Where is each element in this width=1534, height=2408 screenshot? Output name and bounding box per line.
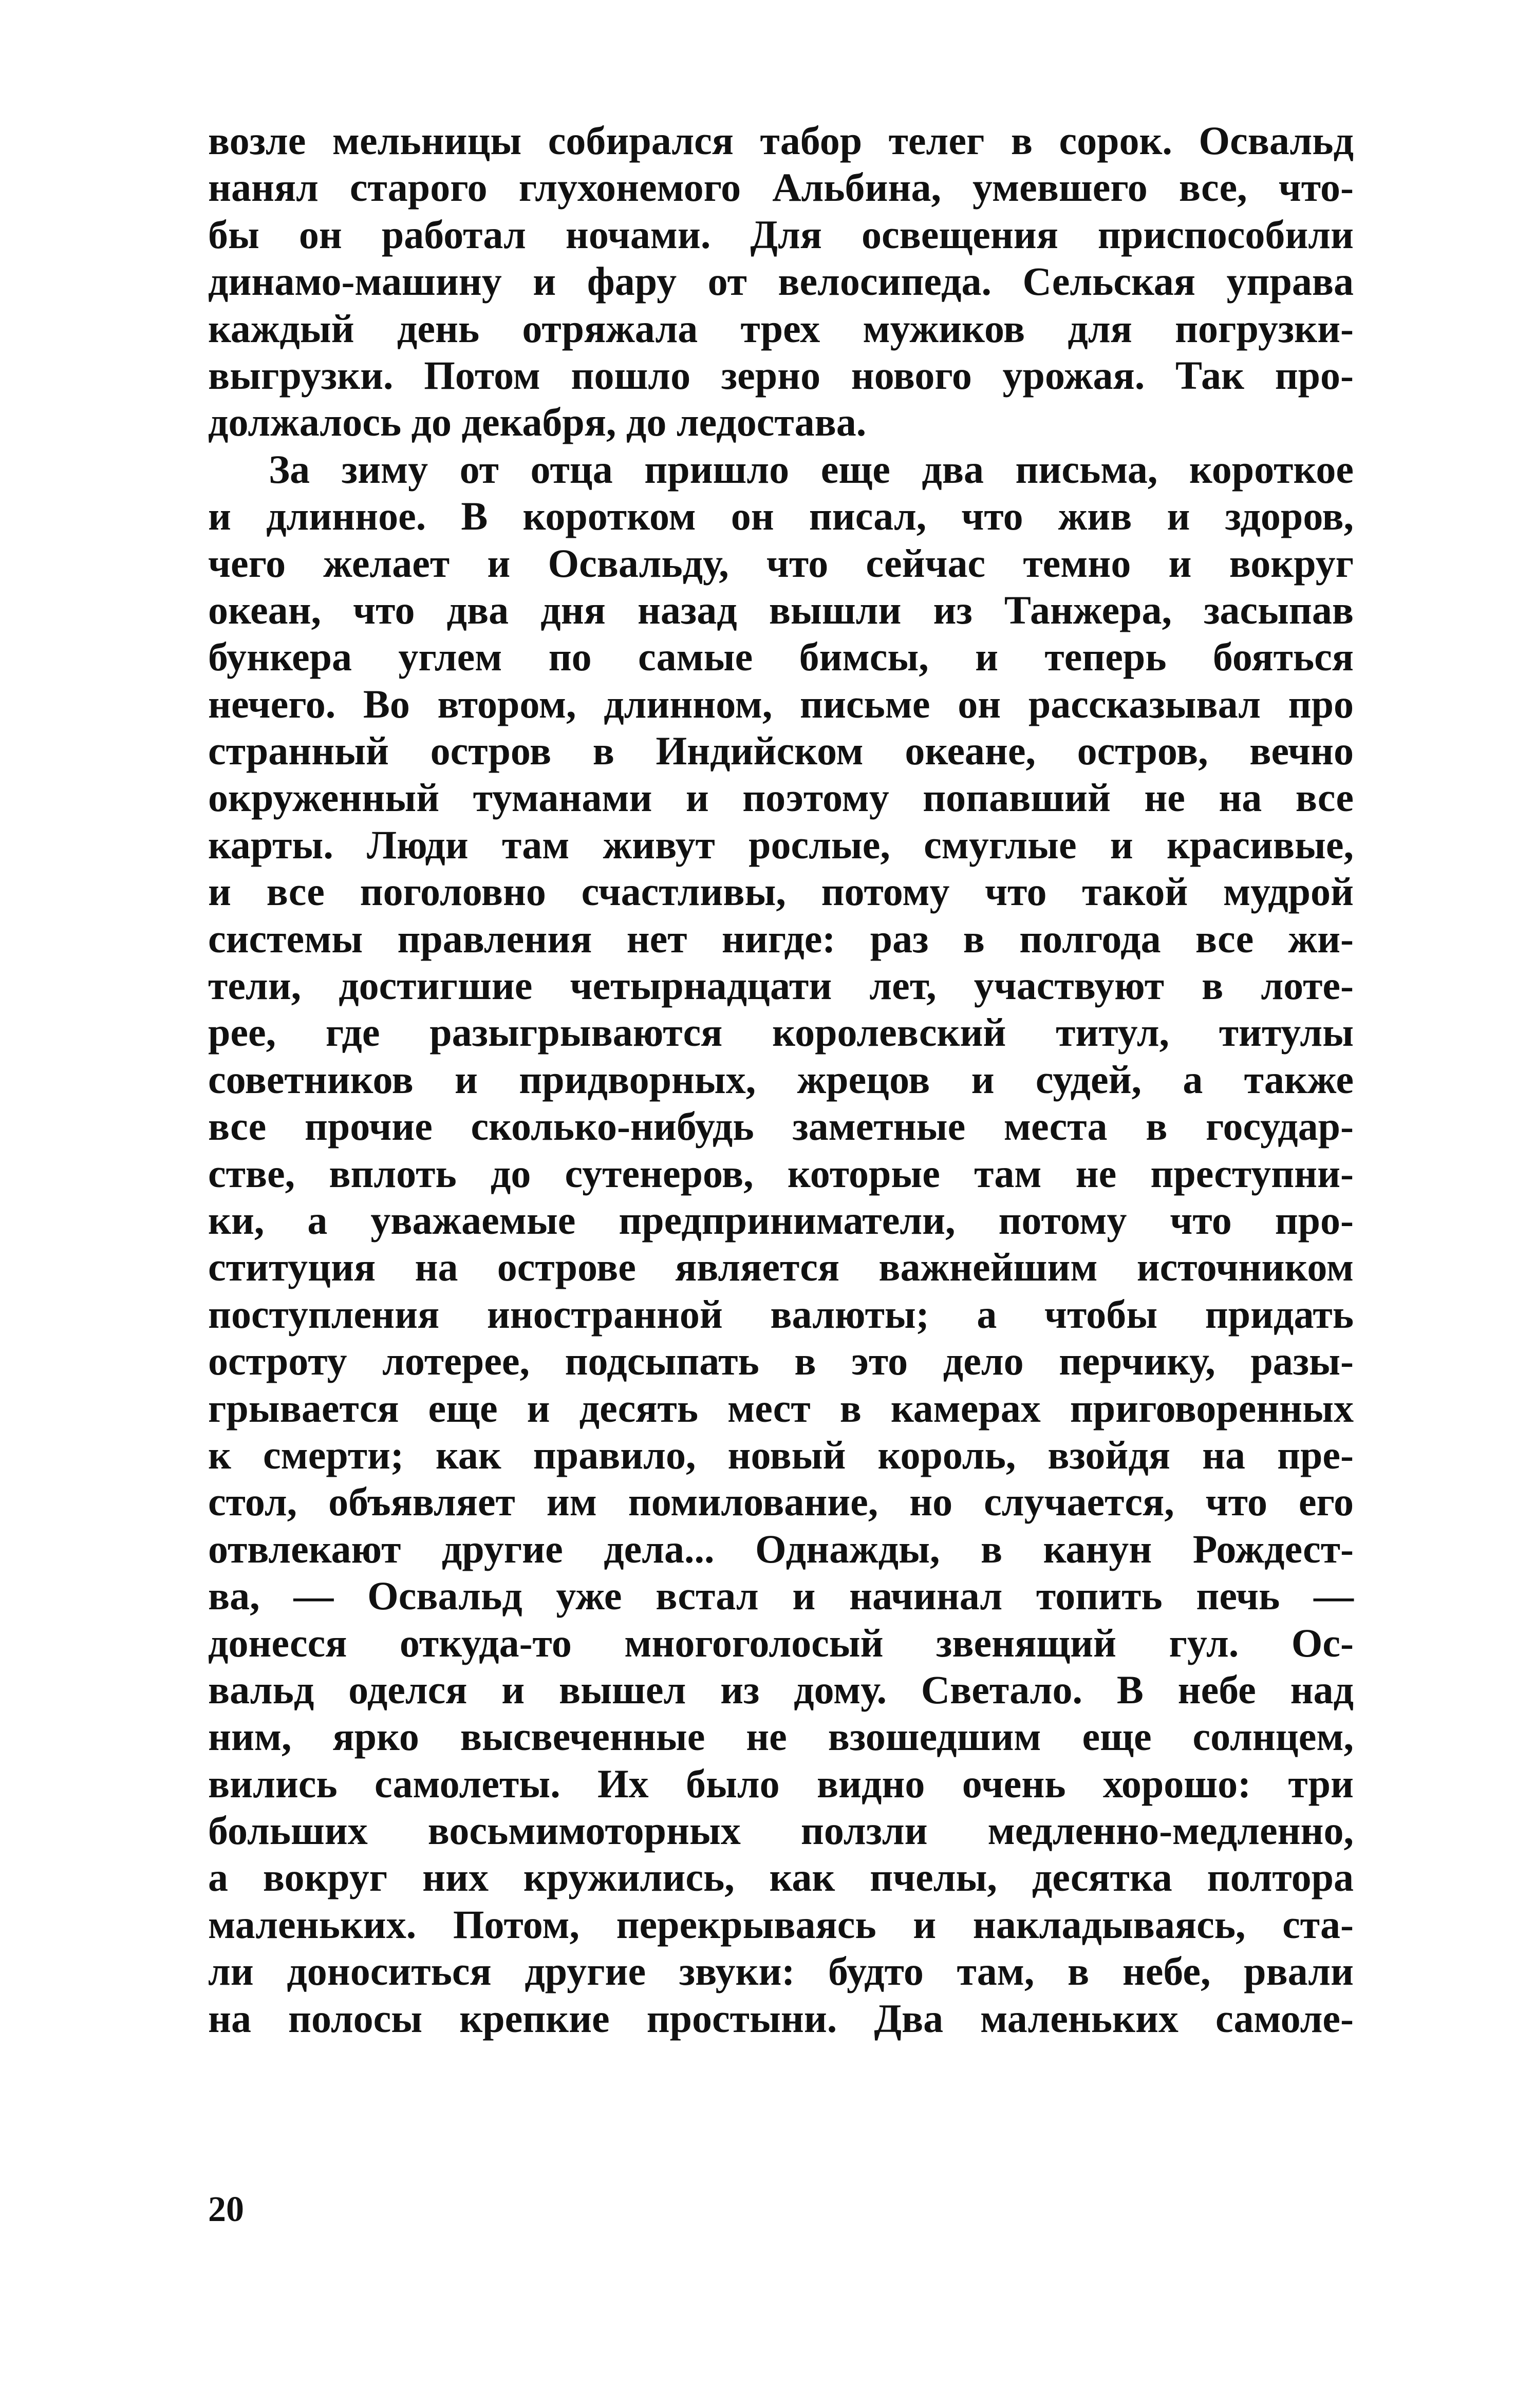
text-line: динамо-машину и фару от велосипеда. Сельская управа: [208, 259, 1354, 304]
text-line: ним, ярко высвеченные не взошедшим еще солнцем,: [208, 1714, 1354, 1759]
text-line: к смерти; как правило, новый король, взойдя на пре-: [208, 1432, 1354, 1477]
text-line: стол, объявляет им помилование, но случается, что его: [208, 1479, 1354, 1525]
text-line: больших восьмимоторных ползли медленно-медленно,: [208, 1808, 1354, 1853]
text-line: вились самолеты. Их было видно очень хорошо: три: [208, 1761, 1354, 1806]
text-line: чего желает и Освальду, что сейчас темно и вокруг: [208, 540, 1354, 586]
text-line: ва, — Освальд уже встал и начинал топить печь —: [208, 1573, 1354, 1619]
text-line: грывается еще и десять мест в камерах приговоренных: [208, 1385, 1354, 1431]
text-line: должалось до декабря, до ледостава.: [208, 400, 867, 445]
text-line: странный остров в Индийском океане, остров, вечно: [208, 728, 1354, 774]
text-line: советников и придворных, жрецов и судей, а также: [208, 1057, 1354, 1102]
page-number: 20: [208, 2190, 244, 2229]
text-line: поступления иностранной валюты; а чтобы придать: [208, 1291, 1354, 1337]
text-line: отвлекают другие дела... Однажды, в канун Рождест-: [208, 1526, 1354, 1571]
text-line: нечего. Во втором, длинном, письме он рассказывал про: [208, 681, 1354, 726]
text-line: вальд оделся и вышел из дому. Светало. В небе над: [208, 1667, 1354, 1712]
text-line: стве, вплоть до сутенеров, которые там не преступни-: [208, 1151, 1354, 1196]
text-line: и длинное. В коротком он писал, что жив и здоров,: [208, 494, 1354, 539]
text-line: донесся откуда-то многоголосый звенящий гул. Ос-: [208, 1620, 1354, 1665]
text-line: ки, а уважаемые предприниматели, потому что про-: [208, 1197, 1354, 1243]
text-line: тели, достигшие четырнадцати лет, участвуют в лоте-: [208, 963, 1354, 1008]
text-line: возле мельницы собирался табор телег в сорок. Освальд: [208, 118, 1354, 163]
body-text: [208, 117, 1354, 2042]
text-line: и все поголовно счастливы, потому что такой мудрой: [208, 869, 1354, 914]
text-line: выгрузки. Потом пошло зерно нового урожая. Так про-: [208, 352, 1354, 398]
text-line: остроту лотерее, подсыпать в это дело перчику, разы-: [208, 1339, 1354, 1384]
text-line: рее, где разыгрываются королевский титул, титулы: [208, 1010, 1354, 1055]
paragraph-start-line: За зиму от отца пришло еще два письма, короткое: [269, 446, 1354, 492]
text-line: а вокруг них кружились, как пчелы, десятка полтора: [208, 1855, 1354, 1900]
text-line: бы он работал ночами. Для освещения приспособили: [208, 212, 1354, 257]
text-line: маленьких. Потом, перекрываясь и накладываясь, ста-: [208, 1902, 1354, 1947]
text-line: на полосы крепкие простыни. Два маленьких самоле-: [208, 1996, 1354, 2041]
text-line: ституция на острове является важнейшим источником: [208, 1245, 1354, 1290]
text-line: ли доноситься другие звуки: будто там, в небе, рвали: [208, 1949, 1354, 1994]
text-line: бункера углем по самые бимсы, и теперь бояться: [208, 634, 1354, 680]
text-line: системы правления нет нигде: раз в полгода все жи-: [208, 916, 1354, 961]
text-line: каждый день отряжала трех мужиков для погрузки-: [208, 306, 1354, 351]
text-line: нанял старого глухонемого Альбина, умевшего все, что-: [208, 165, 1354, 210]
text-line: карты. Люди там живут рослые, смуглые и красивые,: [208, 822, 1354, 867]
text-line: окруженный туманами и поэтому попавший не на все: [208, 775, 1354, 820]
text-line: все прочие сколько-нибудь заметные места в государ-: [208, 1104, 1354, 1149]
text-line: океан, что два дня назад вышли из Танжера, засыпав: [208, 587, 1354, 632]
